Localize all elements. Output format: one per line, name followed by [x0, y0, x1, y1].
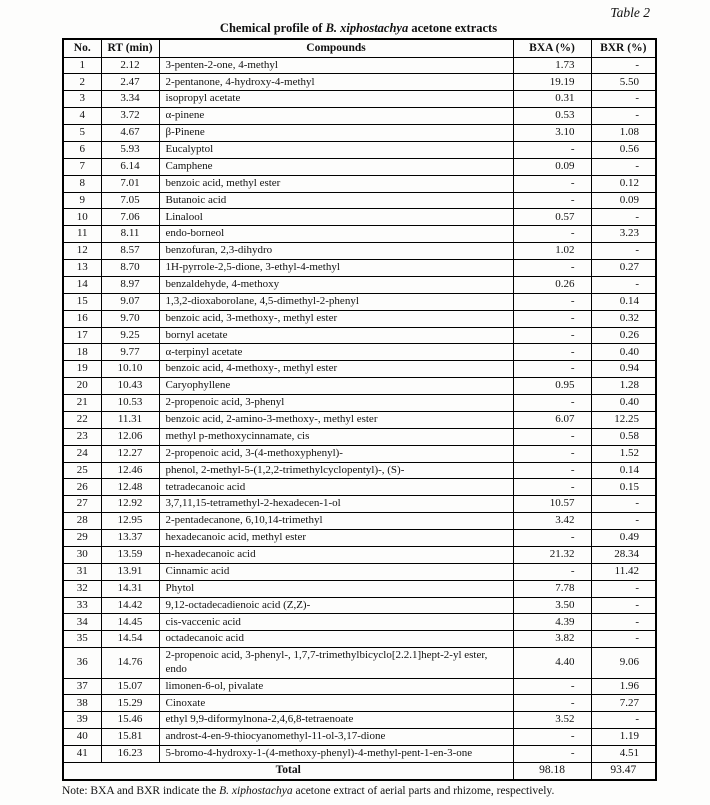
header-no: No.: [63, 39, 101, 57]
cell-no: 22: [63, 411, 101, 428]
cell-rt: 8.97: [101, 276, 159, 293]
cell-bxa: 19.19: [513, 74, 591, 91]
cell-rt: 12.06: [101, 428, 159, 445]
cell-bxa: -: [513, 361, 591, 378]
cell-rt: 9.25: [101, 327, 159, 344]
cell-bxa: 3.10: [513, 125, 591, 142]
table-header: [63, 39, 656, 57]
cell-no: 21: [63, 395, 101, 412]
cell-compound: Cinnamic acid: [159, 563, 513, 580]
table-row: [63, 260, 656, 277]
cell-rt: 11.31: [101, 411, 159, 428]
table-row: [63, 597, 656, 614]
cell-compound: Caryophyllene: [159, 378, 513, 395]
page-title: [62, 21, 655, 36]
cell-bxr: 12.25: [591, 411, 656, 428]
cell-no: 41: [63, 746, 101, 763]
cell-bxr: -: [591, 243, 656, 260]
cell-compound: Phytol: [159, 580, 513, 597]
table-row: [63, 631, 656, 648]
cell-bxa: 3.52: [513, 712, 591, 729]
cell-bxr: -: [591, 631, 656, 648]
cell-no: 35: [63, 631, 101, 648]
cell-rt: 14.54: [101, 631, 159, 648]
cell-bxa: 6.07: [513, 411, 591, 428]
cell-bxr: 3.23: [591, 226, 656, 243]
cell-rt: 12.48: [101, 479, 159, 496]
table-row: [63, 411, 656, 428]
cell-compound: tetradecanoic acid: [159, 479, 513, 496]
table-row: [63, 462, 656, 479]
cell-rt: 9.77: [101, 344, 159, 361]
cell-bxa: -: [513, 226, 591, 243]
cell-no: 33: [63, 597, 101, 614]
cell-compound: n-hexadecanoic acid: [159, 546, 513, 563]
cell-rt: 5.93: [101, 141, 159, 158]
cell-bxa: -: [513, 310, 591, 327]
cell-compound: 2-propenoic acid, 3-phenyl: [159, 395, 513, 412]
cell-compound: octadecanoic acid: [159, 631, 513, 648]
table-row: [63, 712, 656, 729]
table-row: [63, 209, 656, 226]
cell-rt: 12.46: [101, 462, 159, 479]
cell-compound: α-pinene: [159, 108, 513, 125]
cell-compound: limonen-6-ol, pivalate: [159, 678, 513, 695]
cell-bxr: 9.06: [591, 648, 656, 678]
cell-rt: 15.29: [101, 695, 159, 712]
table-row: [63, 158, 656, 175]
cell-no: 6: [63, 141, 101, 158]
cell-bxa: 0.57: [513, 209, 591, 226]
cell-compound: cis-vaccenic acid: [159, 614, 513, 631]
cell-compound: methyl p-methoxycinnamate, cis: [159, 428, 513, 445]
cell-bxr: -: [591, 209, 656, 226]
cell-rt: 9.07: [101, 293, 159, 310]
table-row: [63, 746, 656, 763]
cell-bxa: -: [513, 175, 591, 192]
header-bxr: BXR (%): [591, 39, 656, 57]
cell-bxa: -: [513, 695, 591, 712]
cell-bxr: -: [591, 712, 656, 729]
cell-bxr: 0.15: [591, 479, 656, 496]
cell-compound: phenol, 2-methyl-5-(1,2,2-trimethylcyclopentyl)-, (S)-: [159, 462, 513, 479]
cell-bxa: 4.39: [513, 614, 591, 631]
cell-bxr: 1.28: [591, 378, 656, 395]
cell-no: 3: [63, 91, 101, 108]
cell-no: 13: [63, 260, 101, 277]
cell-compound: benzoic acid, 3-methoxy-, methyl ester: [159, 310, 513, 327]
cell-bxa: 7.78: [513, 580, 591, 597]
cell-compound: β-Pinene: [159, 125, 513, 142]
cell-bxr: 11.42: [591, 563, 656, 580]
table-row: [63, 310, 656, 327]
cell-compound: 3-penten-2-one, 4-methyl: [159, 57, 513, 74]
cell-rt: 7.06: [101, 209, 159, 226]
header-compound: Compounds: [159, 39, 513, 57]
table-row: [63, 445, 656, 462]
table-number-label: Table 2: [610, 5, 650, 20]
cell-no: 9: [63, 192, 101, 209]
cell-no: 34: [63, 614, 101, 631]
cell-bxr: 0.40: [591, 395, 656, 412]
cell-rt: 10.53: [101, 395, 159, 412]
cell-rt: 15.81: [101, 729, 159, 746]
cell-rt: 7.05: [101, 192, 159, 209]
cell-bxr: 1.96: [591, 678, 656, 695]
cell-bxr: -: [591, 580, 656, 597]
table-row: [63, 108, 656, 125]
cell-rt: 6.14: [101, 158, 159, 175]
cell-no: 18: [63, 344, 101, 361]
cell-bxa: 1.02: [513, 243, 591, 260]
cell-bxa: 0.31: [513, 91, 591, 108]
cell-bxr: 0.94: [591, 361, 656, 378]
cell-bxr: 4.51: [591, 746, 656, 763]
cell-bxr: 0.14: [591, 293, 656, 310]
cell-no: 25: [63, 462, 101, 479]
cell-compound: 1H-pyrrole-2,5-dione, 3-ethyl-4-methyl: [159, 260, 513, 277]
cell-rt: 14.42: [101, 597, 159, 614]
cell-compound: Eucalyptol: [159, 141, 513, 158]
cell-bxa: -: [513, 479, 591, 496]
cell-bxr: 0.49: [591, 530, 656, 547]
table-row: [63, 395, 656, 412]
cell-bxa: -: [513, 462, 591, 479]
cell-bxr: 0.09: [591, 192, 656, 209]
cell-compound: 9,12-octadecadienoic acid (Z,Z)-: [159, 597, 513, 614]
cell-bxr: 0.40: [591, 344, 656, 361]
cell-rt: 14.76: [101, 648, 159, 678]
title-suffix: acetone extracts: [408, 21, 498, 35]
cell-bxa: 0.53: [513, 108, 591, 125]
cell-compound: Camphene: [159, 158, 513, 175]
cell-no: 11: [63, 226, 101, 243]
cell-no: 14: [63, 276, 101, 293]
title-prefix: Chemical profile of: [219, 21, 326, 35]
header-row: [63, 39, 656, 57]
title-species: B. xiphostachya: [325, 21, 409, 35]
table-row: [63, 428, 656, 445]
cell-bxr: 0.14: [591, 462, 656, 479]
cell-rt: 15.46: [101, 712, 159, 729]
cell-bxa: -: [513, 746, 591, 763]
cell-bxa: -: [513, 141, 591, 158]
cell-bxr: -: [591, 614, 656, 631]
cell-compound: bornyl acetate: [159, 327, 513, 344]
cell-rt: 3.34: [101, 91, 159, 108]
cell-no: 2: [63, 74, 101, 91]
cell-bxa: -: [513, 344, 591, 361]
cell-rt: 13.37: [101, 530, 159, 547]
table-row: [63, 729, 656, 746]
header-bxa: BXA (%): [513, 39, 591, 57]
cell-bxa: -: [513, 530, 591, 547]
cell-rt: 10.10: [101, 361, 159, 378]
footnote-species: B. xiphostachya: [219, 784, 293, 797]
cell-bxa: -: [513, 293, 591, 310]
cell-no: 19: [63, 361, 101, 378]
cell-rt: 4.67: [101, 125, 159, 142]
table-row: [63, 648, 656, 678]
cell-compound: 2-pentanone, 4-hydroxy-4-methyl: [159, 74, 513, 91]
cell-no: 27: [63, 496, 101, 513]
cell-no: 5: [63, 125, 101, 142]
cell-compound: 1,3,2-dioxaborolane, 4,5-dimethyl-2-phenyl: [159, 293, 513, 310]
cell-bxa: -: [513, 395, 591, 412]
cell-no: 37: [63, 678, 101, 695]
table-row: [63, 695, 656, 712]
cell-no: 23: [63, 428, 101, 445]
cell-bxa: 10.57: [513, 496, 591, 513]
cell-rt: 2.12: [101, 57, 159, 74]
cell-bxa: -: [513, 678, 591, 695]
cell-compound: endo-borneol: [159, 226, 513, 243]
cell-no: 32: [63, 580, 101, 597]
cell-compound: androst-4-en-9-thiocyanomethyl-11-ol-3,17-dione: [159, 729, 513, 746]
cell-no: 39: [63, 712, 101, 729]
cell-compound: benzoic acid, methyl ester: [159, 175, 513, 192]
cell-bxr: 1.52: [591, 445, 656, 462]
cell-rt: 8.70: [101, 260, 159, 277]
cell-no: 31: [63, 563, 101, 580]
cell-bxa: 0.26: [513, 276, 591, 293]
cell-bxr: 1.08: [591, 125, 656, 142]
cell-bxr: -: [591, 108, 656, 125]
cell-bxa: -: [513, 327, 591, 344]
cell-rt: 12.92: [101, 496, 159, 513]
table-row: [63, 327, 656, 344]
cell-bxr: 1.19: [591, 729, 656, 746]
cell-no: 24: [63, 445, 101, 462]
cell-rt: 8.11: [101, 226, 159, 243]
table-row: [63, 530, 656, 547]
table-row: [63, 57, 656, 74]
cell-compound: benzaldehyde, 4-methoxy: [159, 276, 513, 293]
cell-no: 29: [63, 530, 101, 547]
cell-rt: 12.27: [101, 445, 159, 462]
table-row: [63, 479, 656, 496]
table-row: [63, 141, 656, 158]
table-row: [63, 496, 656, 513]
cell-bxr: -: [591, 158, 656, 175]
cell-compound: hexadecanoic acid, methyl ester: [159, 530, 513, 547]
cell-bxr: 7.27: [591, 695, 656, 712]
table-row: [63, 293, 656, 310]
table-row: [63, 546, 656, 563]
cell-bxa: -: [513, 729, 591, 746]
cell-compound: 2-propenoic acid, 3-phenyl-, 1,7,7-trimethylbicyclo[2.2.1]hept-2-yl ester, endo: [159, 648, 513, 678]
cell-no: 10: [63, 209, 101, 226]
cell-no: 20: [63, 378, 101, 395]
table-row: [63, 91, 656, 108]
table-row: [63, 243, 656, 260]
cell-no: 36: [63, 648, 101, 678]
table-row: [63, 378, 656, 395]
footnote-prefix: Note: BXA and BXR indicate the: [62, 784, 220, 797]
table-footer: [63, 762, 656, 779]
cell-bxr: -: [591, 276, 656, 293]
cell-bxa: 1.73: [513, 57, 591, 74]
cell-compound: Cinoxate: [159, 695, 513, 712]
cell-bxr: -: [591, 513, 656, 530]
cell-rt: 7.01: [101, 175, 159, 192]
cell-bxr: -: [591, 57, 656, 74]
cell-compound: 2-propenoic acid, 3-(4-methoxyphenyl)-: [159, 445, 513, 462]
total-row: [63, 762, 656, 779]
cell-compound: 2-pentadecanone, 6,10,14-trimethyl: [159, 513, 513, 530]
cell-rt: 13.59: [101, 546, 159, 563]
cell-bxa: -: [513, 445, 591, 462]
cell-compound: Butanoic acid: [159, 192, 513, 209]
table-row: [63, 192, 656, 209]
cell-no: 8: [63, 175, 101, 192]
cell-no: 38: [63, 695, 101, 712]
cell-compound: 5-bromo-4-hydroxy-1-(4-methoxy-phenyl)-4-methyl-pent-1-en-3-one: [159, 746, 513, 763]
cell-rt: 16.23: [101, 746, 159, 763]
cell-bxa: 3.42: [513, 513, 591, 530]
cell-no: 16: [63, 310, 101, 327]
table-row: [63, 276, 656, 293]
table-row: [63, 74, 656, 91]
table-row: [63, 513, 656, 530]
cell-bxa: -: [513, 192, 591, 209]
cell-bxa: -: [513, 563, 591, 580]
cell-no: 15: [63, 293, 101, 310]
table-body: [63, 57, 656, 762]
cell-bxa: 3.82: [513, 631, 591, 648]
cell-bxa: -: [513, 260, 591, 277]
cell-no: 12: [63, 243, 101, 260]
cell-rt: 8.57: [101, 243, 159, 260]
cell-compound: benzoic acid, 4-methoxy-, methyl ester: [159, 361, 513, 378]
cell-bxa: -: [513, 428, 591, 445]
cell-no: 7: [63, 158, 101, 175]
cell-bxr: 0.32: [591, 310, 656, 327]
cell-bxr: 0.27: [591, 260, 656, 277]
cell-no: 30: [63, 546, 101, 563]
cell-no: 4: [63, 108, 101, 125]
cell-bxr: 0.26: [591, 327, 656, 344]
cell-rt: 10.43: [101, 378, 159, 395]
cell-rt: 2.47: [101, 74, 159, 91]
cell-compound: ethyl 9,9-diformylnona-2,4,6,8-tetraenoate: [159, 712, 513, 729]
table-row: [63, 344, 656, 361]
table-row: [63, 580, 656, 597]
cell-no: 28: [63, 513, 101, 530]
cell-bxr: 0.56: [591, 141, 656, 158]
cell-no: 17: [63, 327, 101, 344]
header-rt: RT (min): [101, 39, 159, 57]
total-bxa-value: 98.18: [513, 762, 591, 779]
cell-bxa: 3.50: [513, 597, 591, 614]
table-row: [63, 678, 656, 695]
table-row: [63, 226, 656, 243]
cell-rt: 12.95: [101, 513, 159, 530]
cell-no: 26: [63, 479, 101, 496]
compound-table: [62, 38, 657, 781]
cell-bxr: 5.50: [591, 74, 656, 91]
cell-bxr: -: [591, 496, 656, 513]
cell-bxr: -: [591, 91, 656, 108]
cell-bxr: -: [591, 597, 656, 614]
cell-rt: 13.91: [101, 563, 159, 580]
cell-compound: benzoic acid, 2-amino-3-methoxy-, methyl ester: [159, 411, 513, 428]
cell-bxr: 0.58: [591, 428, 656, 445]
table-row: [63, 175, 656, 192]
cell-bxa: 4.40: [513, 648, 591, 678]
cell-compound: α-terpinyl acetate: [159, 344, 513, 361]
footnote-suffix: acetone extract of aerial parts and rhizome, respectively.: [292, 784, 555, 797]
footnote: [62, 784, 710, 799]
cell-bxr: 0.12: [591, 175, 656, 192]
cell-rt: 9.70: [101, 310, 159, 327]
cell-compound: 3,7,11,15-tetramethyl-2-hexadecen-1-ol: [159, 496, 513, 513]
cell-rt: 14.45: [101, 614, 159, 631]
table-row: [63, 361, 656, 378]
total-label: Total: [63, 762, 513, 779]
cell-compound: Linalool: [159, 209, 513, 226]
cell-bxa: 0.95: [513, 378, 591, 395]
table-row: [63, 125, 656, 142]
cell-rt: 15.07: [101, 678, 159, 695]
cell-rt: 14.31: [101, 580, 159, 597]
cell-bxr: 28.34: [591, 546, 656, 563]
cell-bxa: 0.09: [513, 158, 591, 175]
cell-compound: isopropyl acetate: [159, 91, 513, 108]
cell-rt: 3.72: [101, 108, 159, 125]
cell-compound: benzofuran, 2,3-dihydro: [159, 243, 513, 260]
cell-bxa: 21.32: [513, 546, 591, 563]
cell-no: 1: [63, 57, 101, 74]
total-bxr-value: 93.47: [591, 762, 656, 779]
cell-no: 40: [63, 729, 101, 746]
table-row: [63, 614, 656, 631]
table-row: [63, 563, 656, 580]
